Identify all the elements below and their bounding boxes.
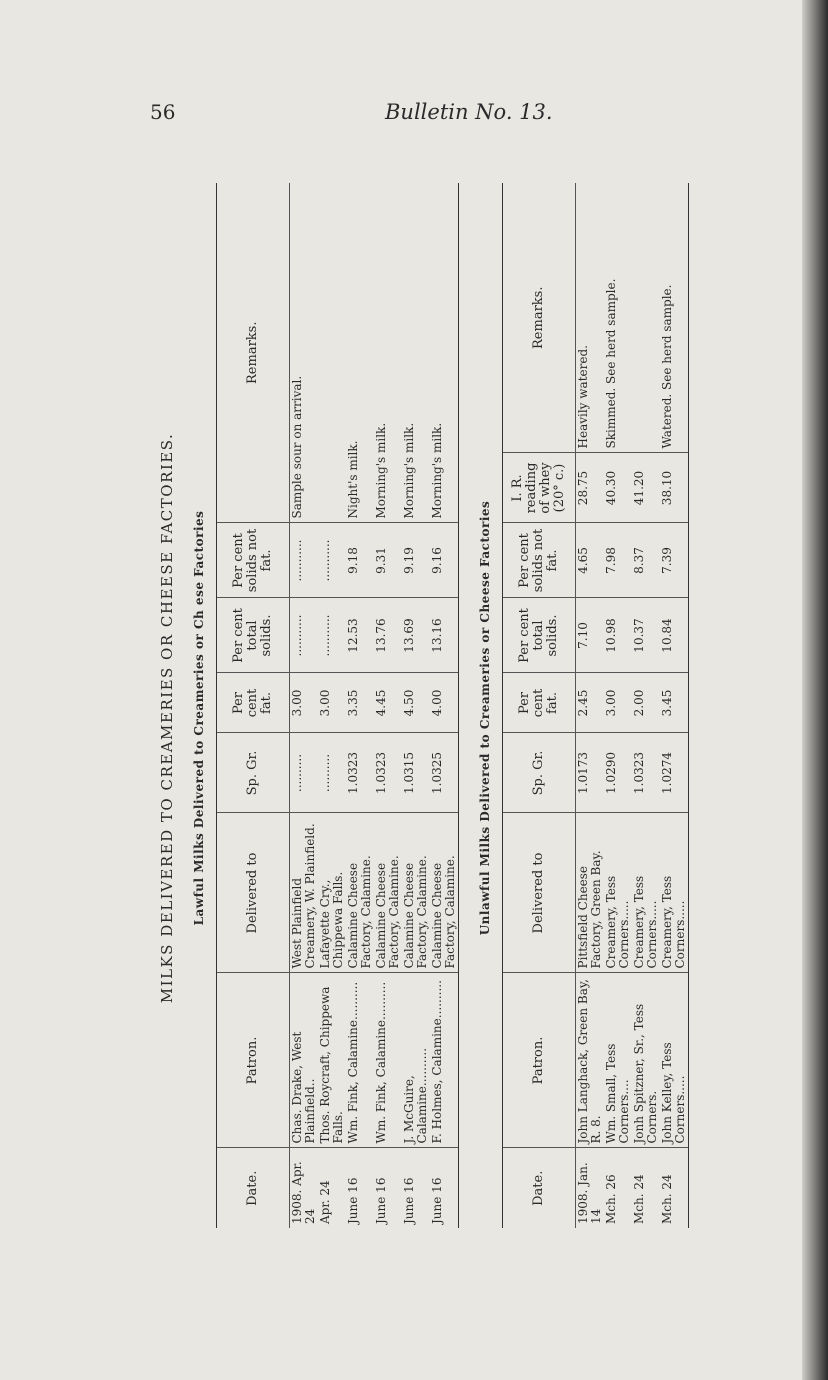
col-snf: Per cent solids not fat. — [217, 523, 290, 598]
lawful-header-row — [217, 183, 290, 1228]
col-ir: I. R. reading of whey (20° c.) — [503, 453, 576, 523]
col-date: Date. — [503, 1148, 576, 1228]
table-row — [430, 183, 459, 1228]
col-spgr: Sp. Gr. — [217, 733, 290, 813]
delivered-cell: Pittsfield Cheese Factory, Green Bay. — [576, 813, 605, 973]
total-cell: 13.69 — [402, 598, 430, 673]
rotated-table-block — [140, 128, 780, 1308]
remarks-cell: Heavily watered. — [576, 183, 605, 453]
delivered-cell: Creamery, Tess Corners..... — [632, 813, 660, 973]
total-cell: 10.98 — [604, 598, 632, 673]
remarks-cell: Watered. See herd sample. — [660, 183, 689, 453]
col-remarks: Remarks. — [503, 183, 576, 453]
spgr-cell: 1.0315 — [402, 733, 430, 813]
total-cell: 13.16 — [430, 598, 459, 673]
patron-cell: Wm. Fink, Calamine.......... — [374, 973, 402, 1148]
fat-cell: 2.00 — [632, 673, 660, 733]
spgr-cell: .......... — [318, 733, 346, 813]
ir-cell: 41.20 — [632, 453, 660, 523]
unlawful-table — [502, 183, 689, 1228]
delivered-cell: Lafayette Cry., Chippewa Falls. — [318, 813, 346, 973]
remarks-cell: Skimmed. See herd sample. — [604, 183, 632, 453]
delivered-cell: Creamery, Tess Corners..... — [604, 813, 632, 973]
remarks-cell: Morning's milk. — [402, 183, 430, 523]
table-row — [402, 183, 430, 1228]
col-fat: Per cent fat. — [217, 673, 290, 733]
page-edge — [802, 0, 828, 1380]
date-cell: June 16 — [374, 1177, 388, 1224]
table-row — [318, 183, 346, 1228]
table-title: MILKS DELIVERED TO CREAMERIES OR CHEESE FACTORIES. — [158, 432, 176, 1004]
remarks-cell: Sample sour on arrival. — [290, 183, 319, 523]
fat-cell: 4.00 — [430, 673, 459, 733]
lawful-table — [216, 183, 459, 1228]
total-cell: ........... — [318, 598, 346, 673]
fat-cell: 4.45 — [374, 673, 402, 733]
snf-cell: 7.39 — [660, 523, 689, 598]
spgr-cell: .......... — [290, 733, 319, 813]
date-cell: Mch. 26 — [604, 1174, 618, 1224]
col-fat: Per cent fat. — [503, 673, 576, 733]
running-header: Bulletin No. 13. — [385, 100, 553, 124]
remarks-cell — [632, 183, 660, 453]
spgr-cell: 1.0290 — [604, 733, 632, 813]
col-total: Per cent total solids. — [503, 598, 576, 673]
table-row — [660, 183, 689, 1228]
col-remarks: Remarks. — [217, 183, 290, 523]
delivered-cell: Calamine Cheese Factory, Calamine. — [374, 813, 402, 973]
delivered-cell: West Plainfield Creamery, W. Plainfield. — [290, 813, 319, 973]
fat-cell: 3.00 — [318, 673, 346, 733]
col-patron: Patron. — [503, 973, 576, 1148]
spgr-cell: 1.0274 — [660, 733, 689, 813]
patron-cell: Jonh Spitzner, Sr., Tess Corners. — [632, 973, 660, 1148]
fat-cell: 2.45 — [576, 673, 605, 733]
table-row — [374, 183, 402, 1228]
spgr-cell: 1.0325 — [430, 733, 459, 813]
total-cell: 10.37 — [632, 598, 660, 673]
unlawful-heading: Unlawful Milks Delivered to Creameries or Cheese Factories — [478, 500, 492, 936]
table-row — [604, 183, 632, 1228]
fat-cell: 3.00 — [604, 673, 632, 733]
col-delivered: Delivered to — [217, 813, 290, 973]
patron-cell: Wm. Fink, Calamine.......... — [346, 973, 374, 1148]
date-cell: Mch. 24 — [632, 1174, 646, 1224]
ir-cell: 38.10 — [660, 453, 689, 523]
lawful-heading: Lawful Milks Delivered to Creameries or Ch ese Factories — [192, 510, 206, 926]
date-cell: Apr. 24 — [318, 1180, 332, 1224]
snf-cell: ........... — [290, 523, 319, 598]
snf-cell: 8.37 — [632, 523, 660, 598]
date-cell: Mch. 24 — [660, 1148, 689, 1228]
spgr-cell: 1.0323 — [374, 733, 402, 813]
remarks-cell: Night's milk. — [346, 183, 374, 523]
spgr-cell: 1.0323 — [346, 733, 374, 813]
page-number: 56 — [150, 100, 176, 124]
col-date: Date. — [217, 1148, 290, 1228]
col-spgr: Sp. Gr. — [503, 733, 576, 813]
spgr-cell: 1.0323 — [632, 733, 660, 813]
fat-cell: 3.00 — [290, 673, 319, 733]
delivered-cell: Calamine Cheese Factory, Calamine. — [402, 813, 430, 973]
snf-cell: 9.31 — [374, 523, 402, 598]
date-cell: June 16 — [402, 1177, 416, 1224]
snf-cell: 9.18 — [346, 523, 374, 598]
date-cell: 1908. Jan. 14 — [576, 1162, 603, 1224]
snf-cell: 7.98 — [604, 523, 632, 598]
patron-cell: John Kelley, Tess Corners..... — [660, 973, 689, 1148]
date-cell: June 16 — [430, 1148, 459, 1228]
delivered-cell: Calamine Cheese Factory, Calamine. — [430, 813, 459, 973]
snf-cell: 4.65 — [576, 523, 605, 598]
patron-cell: Thos. Roycraft, Chippewa Falls. — [318, 973, 346, 1148]
unlawful-header-row — [503, 183, 576, 1228]
total-cell: 13.76 — [374, 598, 402, 673]
total-cell: ........... — [290, 598, 319, 673]
patron-cell: Chas. Drake, West Plainfield.. — [290, 973, 319, 1148]
date-cell: 1908. Apr. 24 — [290, 1161, 317, 1224]
remarks-cell — [318, 183, 346, 523]
fat-cell: 3.45 — [660, 673, 689, 733]
col-delivered: Delivered to — [503, 813, 576, 973]
patron-cell: J. McGuire, Calamine.......... — [402, 973, 430, 1148]
ir-cell: 28.75 — [576, 453, 605, 523]
snf-cell: ........... — [318, 523, 346, 598]
patron-cell: Wm. Small, Tess Corners.... — [604, 973, 632, 1148]
fat-cell: 4.50 — [402, 673, 430, 733]
remarks-cell: Morning's milk. — [374, 183, 402, 523]
col-snf: Per cent solids not fat. — [503, 523, 576, 598]
total-cell: 12.53 — [346, 598, 374, 673]
patron-cell: F. Holmes, Calamine.......... — [430, 973, 459, 1148]
fat-cell: 3.35 — [346, 673, 374, 733]
delivered-cell: Creamery, Tess Corners..... — [660, 813, 689, 973]
col-total: Per cent total solids. — [217, 598, 290, 673]
date-cell: June 16 — [346, 1177, 360, 1224]
snf-cell: 9.16 — [430, 523, 459, 598]
total-cell: 7.10 — [576, 598, 605, 673]
patron-cell: John Langhack, Green Bay, R. 8. — [576, 973, 605, 1148]
col-patron: Patron. — [217, 973, 290, 1148]
table-row — [290, 183, 319, 1228]
table-row — [632, 183, 660, 1228]
total-cell: 10.84 — [660, 598, 689, 673]
spgr-cell: 1.0173 — [576, 733, 605, 813]
table-row — [576, 183, 605, 1228]
delivered-cell: Calamine Cheese Factory, Calamine. — [346, 813, 374, 973]
table-row — [346, 183, 374, 1228]
remarks-cell: Morning's milk. — [430, 183, 459, 523]
ir-cell: 40.30 — [604, 453, 632, 523]
snf-cell: 9.19 — [402, 523, 430, 598]
